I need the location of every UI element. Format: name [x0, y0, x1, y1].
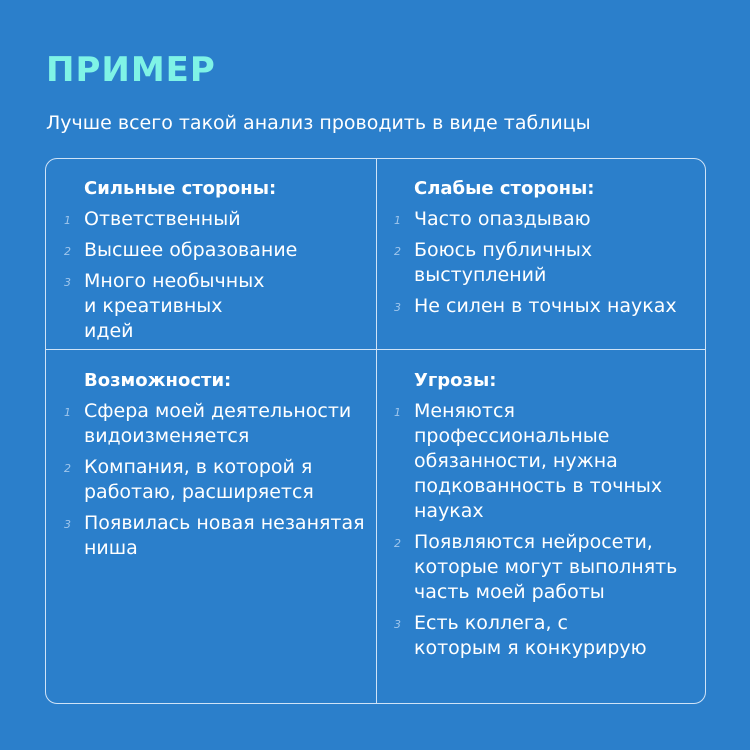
list-item [62, 455, 332, 505]
item-number: 2 [394, 245, 401, 258]
quadrant-opportunities [62, 369, 372, 567]
item-text: Сфера моей деятельности видоизменяется [84, 400, 352, 447]
item-number: 3 [64, 518, 71, 531]
quadrant-heading: Возможности: [84, 370, 232, 391]
quadrant-strengths [62, 177, 367, 350]
quadrant-heading: Сильные стороны: [84, 178, 277, 199]
item-number: 1 [394, 214, 401, 227]
item-number: 1 [394, 406, 401, 419]
list-item [62, 269, 277, 344]
item-list [392, 207, 697, 319]
page-title: ПРИМЕР [46, 50, 216, 90]
quadrant-heading: Угрозы: [414, 370, 497, 391]
item-text: Ответственный [84, 208, 241, 230]
item-number: 2 [394, 537, 401, 550]
list-item [62, 238, 367, 263]
item-text: Появляются нейросети, которые могут выполнять часть моей работы [414, 531, 678, 603]
item-number: 3 [394, 618, 401, 631]
list-item [62, 399, 357, 449]
item-number: 3 [64, 276, 71, 289]
item-number: 3 [394, 301, 401, 314]
item-number: 2 [64, 462, 71, 475]
item-text: Много необычных и креативных идей [84, 270, 265, 342]
list-item [392, 530, 692, 605]
page-subtitle: Лучше всего такой анализ проводить в виде таблицы [46, 112, 591, 134]
item-number: 2 [64, 245, 71, 258]
item-text: Есть коллега, с которым я конкурирую [414, 612, 647, 659]
list-item [392, 294, 697, 319]
quadrant-threats [392, 369, 697, 667]
item-text: Компания, в которой я работаю, расширяется [84, 456, 314, 503]
list-item [62, 511, 372, 561]
item-number: 1 [64, 406, 71, 419]
item-text: Высшее образование [84, 239, 298, 261]
list-item [392, 238, 617, 288]
item-text: Меняются профессиональные обязанности, нужна подкованность в точных науках [414, 400, 663, 522]
item-list [62, 399, 372, 561]
item-text: Боюсь публичных выступлений [414, 239, 593, 286]
item-list [62, 207, 367, 344]
item-text: Не силен в точных науках [414, 295, 677, 317]
vertical-divider [376, 159, 377, 703]
list-item [62, 207, 367, 232]
item-number: 1 [64, 214, 71, 227]
item-text: Появилась новая незанятая ниша [84, 512, 365, 559]
item-text: Часто опаздываю [414, 208, 591, 230]
list-item [392, 611, 652, 661]
quadrant-heading: Слабые стороны: [414, 178, 595, 199]
swot-table [45, 158, 706, 704]
list-item [392, 399, 667, 524]
list-item [392, 207, 697, 232]
quadrant-weaknesses [392, 177, 697, 325]
item-list [392, 399, 697, 661]
